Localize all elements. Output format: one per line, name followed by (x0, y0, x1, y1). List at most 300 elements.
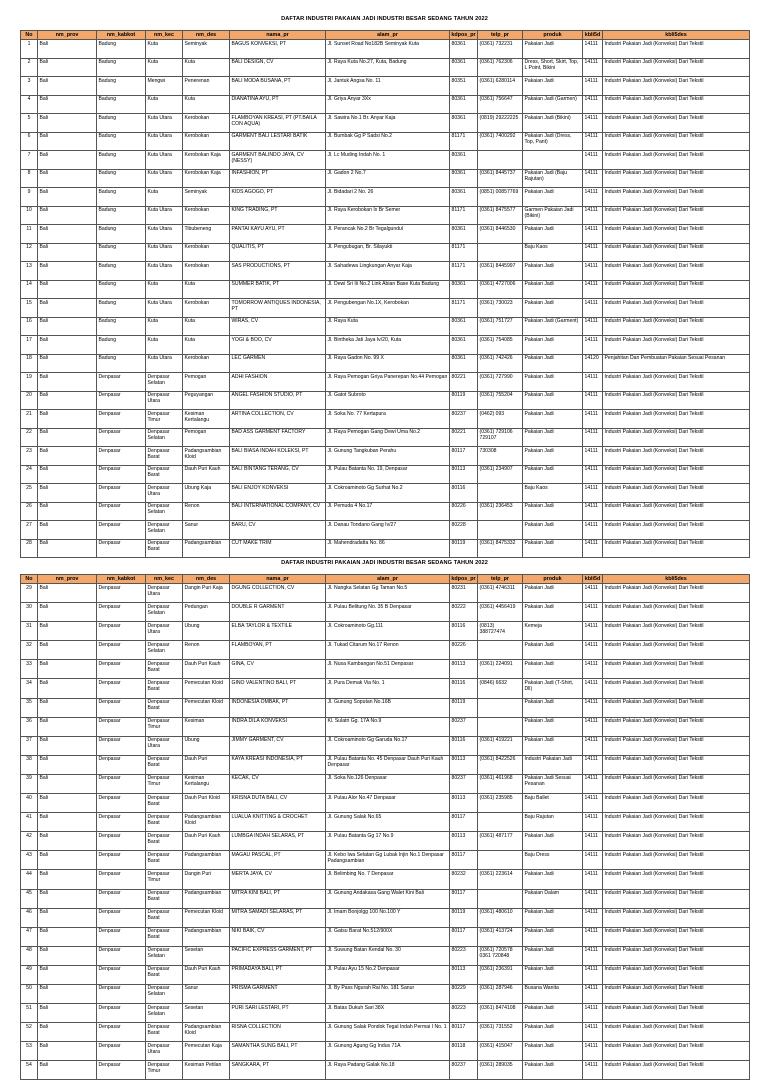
cell-prov: Bali (38, 114, 97, 133)
cell-des: Padangsambian (183, 927, 230, 946)
cell-kdpos: 81171 (450, 132, 478, 151)
cell-kabkot: Badung (97, 151, 146, 170)
column-header-kbli: kbli5d (583, 31, 603, 40)
cell-telp: (0361) 419221 (478, 736, 523, 755)
cell-prov: Bali (38, 622, 97, 641)
table-row (21, 262, 750, 281)
table-row (21, 984, 750, 1003)
cell-des: Padangsambian Kloid (183, 813, 230, 832)
cell-kec: Denpasar Utara (146, 391, 183, 410)
cell-des: Pemecutan Kloid (183, 679, 230, 698)
cell-des: Sesetan (183, 1004, 230, 1023)
table-row (21, 58, 750, 77)
cell-kabkot: Denpasar (97, 870, 146, 889)
cell-des: Padangsambian (183, 889, 230, 908)
cell-nama: BARU, CV (230, 521, 326, 540)
cell-des: Dauh Puri Kauh (183, 660, 230, 679)
cell-kblides: Industri Pakaian Jadi (Konveksi) Dari Tekstil (603, 794, 750, 813)
cell-prov: Bali (38, 641, 97, 660)
cell-kec: Denpasar Barat (146, 698, 183, 717)
cell-kabkot: Badung (97, 336, 146, 355)
cell-nama: QUALITIS, PT (230, 243, 326, 262)
cell-nama: ARTINA COLLECTION, CV (230, 410, 326, 429)
cell-kec: Denpasar Selatan (146, 428, 183, 447)
table-row (21, 965, 750, 984)
cell-alam: Jl. Cokroaminoto Gg Garuda No.17 (326, 736, 450, 755)
cell-no: 44 (21, 870, 38, 889)
cell-des: Kuta (183, 58, 230, 77)
cell-kbli: 14111 (583, 584, 603, 603)
cell-kabkot: Denpasar (97, 660, 146, 679)
cell-kabkot: Denpasar (97, 946, 146, 965)
cell-kblides: Industri Pakaian Jadi (Konveksi) Dari Tekstil (603, 373, 750, 392)
column-header-produk: produk (523, 575, 583, 584)
cell-no: 41 (21, 813, 38, 832)
cell-kabkot: Denpasar (97, 373, 146, 392)
cell-produk: Pakaian Jadi (523, 946, 583, 965)
document-page-2 (20, 552, 749, 1080)
document-title: DAFTAR INDUSTRI PAKAIAN JADI INDUSTRI BESAR SEDANG TAHUN 2022 (281, 560, 488, 566)
cell-kbli: 14111 (583, 1004, 603, 1023)
cell-produk: Pakaian Dalam (523, 889, 583, 908)
cell-kec: Denpasar Barat (146, 465, 183, 484)
cell-no: 36 (21, 717, 38, 736)
cell-alam: Jl. Raya Kerobokan Ix Br Semer (326, 206, 450, 225)
cell-kblides: Industri Pakaian Jadi (Konveksi) Dari Tekstil (603, 95, 750, 114)
cell-alam: Jl. Pengubengan No.1X, Kerobokan (326, 299, 450, 318)
cell-telp: (0813) 388727474 (478, 622, 523, 641)
table-row (21, 410, 750, 429)
cell-telp: (0361) 755204 (478, 391, 523, 410)
column-header-kec: nm_kec (146, 31, 183, 40)
cell-telp (478, 484, 523, 503)
cell-produk: Pakaian Jadi (523, 965, 583, 984)
cell-nama: SAMANTHA SUNG BALI, PT (230, 1042, 326, 1061)
table-row (21, 603, 750, 622)
cell-kec: Denpasar Selatan (146, 984, 183, 1003)
cell-kbli: 14111 (583, 225, 603, 244)
cell-kdpos: 80361 (450, 114, 478, 133)
cell-produk: Dress, Short, Skirt, Top, L Point, Bikini (523, 58, 583, 77)
cell-alam: Jl. Mahendradatta No. 86 (326, 539, 450, 558)
cell-kabkot: Denpasar (97, 1004, 146, 1023)
cell-telp: (0361) 8475577 (478, 206, 523, 225)
cell-alam: Jl. Raya Kuta No.27, Kuta, Badung (326, 58, 450, 77)
cell-kblides: Industri Pakaian Jadi (Konveksi) Dari Tekstil (603, 908, 750, 927)
cell-kblides: Industri Pakaian Jadi (Konveksi) Dari Tekstil (603, 40, 750, 59)
cell-alam: Jl. Nusa Kambangan No.51 Denpasar (326, 660, 450, 679)
cell-no: 23 (21, 447, 38, 466)
cell-des: Renon (183, 641, 230, 660)
cell-kdpos: 80237 (450, 1061, 478, 1080)
cell-prov: Bali (38, 1004, 97, 1023)
cell-kec: Kuta Utara (146, 225, 183, 244)
cell-no: 6 (21, 132, 38, 151)
cell-telp: (0361) 4456419 (478, 603, 523, 622)
cell-kdpos: 80361 (450, 95, 478, 114)
cell-alam: Jl. Pulau Belitung No. 35 B Denpasar (326, 603, 450, 622)
cell-nama: SANGKARA, PT (230, 1061, 326, 1080)
table-row (21, 484, 750, 503)
cell-des: Kerobokan (183, 206, 230, 225)
cell-kbli: 14111 (583, 447, 603, 466)
table-row (21, 717, 750, 736)
cell-alam: Jl. Pulau Batanta No. 19, Denpasar (326, 465, 450, 484)
cell-kbli: 14111 (583, 755, 603, 774)
cell-alam: Jl. Pemuda 4 No.17 (326, 502, 450, 521)
table-body (21, 40, 750, 558)
cell-kbli: 14111 (583, 1061, 603, 1080)
cell-produk: Pakaian Jadi (523, 391, 583, 410)
table-row (21, 151, 750, 170)
cell-kblides: Industri Pakaian Jadi (Konveksi) Dari Tekstil (603, 132, 750, 151)
cell-kabkot: Badung (97, 40, 146, 59)
cell-kabkot: Badung (97, 95, 146, 114)
cell-kabkot: Badung (97, 354, 146, 373)
cell-kec: Denpasar Utara (146, 622, 183, 641)
cell-kec: Denpasar Barat (146, 813, 183, 832)
cell-kdpos: 80113 (450, 965, 478, 984)
cell-kabkot: Denpasar (97, 832, 146, 851)
table-row (21, 794, 750, 813)
cell-kabkot: Badung (97, 299, 146, 318)
cell-telp: (0361) 720578 0361 720848 (478, 946, 523, 965)
cell-kdpos: 80229 (450, 984, 478, 1003)
cell-alam: Jl. Raya Pemogan Griya Panerepan No.44 Pemogan (326, 373, 450, 392)
table-row (21, 889, 750, 908)
cell-kblides: Industri Pakaian Jadi (Konveksi) Dari Tekstil (603, 114, 750, 133)
cell-kblides: Industri Pakaian Jadi (Konveksi) Dari Tekstil (603, 521, 750, 540)
cell-des: Kerobokan (183, 354, 230, 373)
table-row (21, 755, 750, 774)
cell-produk: Pakaian Jadi (523, 870, 583, 889)
cell-produk: Baju Ballet (523, 794, 583, 813)
data-table (20, 574, 750, 1080)
cell-kblides: Industri Pakaian Jadi (Konveksi) Dari Tekstil (603, 832, 750, 851)
cell-produk: Pakaian Jadi (523, 736, 583, 755)
cell-kbli: 14111 (583, 1023, 603, 1042)
cell-kec: Denpasar Barat (146, 965, 183, 984)
cell-des: Ubung (183, 622, 230, 641)
cell-no: 45 (21, 889, 38, 908)
cell-prov: Bali (38, 373, 97, 392)
cell-kabkot: Denpasar (97, 965, 146, 984)
cell-kec: Denpasar Barat (146, 539, 183, 558)
cell-prov: Bali (38, 851, 97, 870)
cell-no: 54 (21, 1061, 38, 1080)
cell-kabkot: Badung (97, 262, 146, 281)
cell-des: Pemecutan Kloid (183, 698, 230, 717)
cell-prov: Bali (38, 169, 97, 188)
cell-des: Kesiman Petilan (183, 1061, 230, 1080)
cell-no: 26 (21, 502, 38, 521)
cell-des: Kerobokan (183, 299, 230, 318)
cell-kabkot: Denpasar (97, 410, 146, 429)
cell-kabkot: Denpasar (97, 736, 146, 755)
cell-nama: KRISNA DUTA BALI, CV (230, 794, 326, 813)
cell-produk: Pakaian Jadi (523, 539, 583, 558)
table-row (21, 188, 750, 207)
cell-telp: (0361) 762306 (478, 58, 523, 77)
cell-nama: MITRA SAMADI SELARAS, PT (230, 908, 326, 927)
cell-produk: Pakaian Jadi (523, 698, 583, 717)
cell-alam: Jl. Pulau Batanta Gg 17 No.9 (326, 832, 450, 851)
cell-kec: Denpasar Utara (146, 1042, 183, 1061)
cell-nama: PACIFIC EXPRESS GARMENT, PT (230, 946, 326, 965)
cell-kdpos: 80222 (450, 603, 478, 622)
cell-kabkot: Denpasar (97, 679, 146, 698)
cell-kec: Denpasar Barat (146, 794, 183, 813)
cell-kblides: Industri Pakaian Jadi (Konveksi) Dari Tekstil (603, 622, 750, 641)
cell-telp: (0361) 8422526 (478, 755, 523, 774)
cell-produk: Pakaian Jadi (523, 584, 583, 603)
cell-produk: Pakaian Jadi (523, 521, 583, 540)
column-header-alam: alam_pr (326, 575, 450, 584)
cell-kabkot: Badung (97, 132, 146, 151)
cell-telp: (0361) 480610 (478, 908, 523, 927)
cell-kblides: Industri Pakaian Jadi (Konveksi) Dari Tekstil (603, 58, 750, 77)
cell-kdpos: 80117 (450, 447, 478, 466)
cell-kbli: 14111 (583, 813, 603, 832)
cell-produk: Pakaian Jadi (523, 299, 583, 318)
cell-kblides: Industri Pakaian Jadi (Konveksi) Dari Tekstil (603, 889, 750, 908)
cell-kabkot: Denpasar (97, 603, 146, 622)
cell-nama: MERTA JAYA, CV (230, 870, 326, 889)
cell-nama: INDRA DILA KONVEKSI (230, 717, 326, 736)
cell-alam: Jl. Suwung Batan Kendal No. 30 (326, 946, 450, 965)
cell-no: 38 (21, 755, 38, 774)
cell-des: Ubung Kaja (183, 484, 230, 503)
cell-produk: Baju Kaos (523, 243, 583, 262)
cell-alam: Jl. Gatot Subroto (326, 391, 450, 410)
cell-kec: Denpasar Barat (146, 755, 183, 774)
column-header-kabkot: nm_kabkot (97, 31, 146, 40)
cell-telp (478, 813, 523, 832)
cell-kabkot: Badung (97, 243, 146, 262)
cell-telp: (0361) 461968 (478, 774, 523, 793)
table-row (21, 280, 750, 299)
cell-no: 31 (21, 622, 38, 641)
cell-kbli: 14111 (583, 114, 603, 133)
cell-kdpos: 80232 (450, 870, 478, 889)
cell-telp: (0361) 742426 (478, 354, 523, 373)
cell-nama: PANTAI KAYU AYU, PT (230, 225, 326, 244)
cell-kabkot: Denpasar (97, 774, 146, 793)
cell-des: Padangsambian (183, 851, 230, 870)
cell-kec: Kuta (146, 188, 183, 207)
cell-alam: Jl. Imam Bonjolgg 100 No.100 Y (326, 908, 450, 927)
cell-kblides: Industri Pakaian Jadi (Konveksi) Dari Tekstil (603, 465, 750, 484)
cell-kabkot: Badung (97, 317, 146, 336)
cell-telp: (0361) 8474108 (478, 1004, 523, 1023)
cell-prov: Bali (38, 774, 97, 793)
cell-telp: (0361) 235985 (478, 794, 523, 813)
cell-kec: Kuta Utara (146, 299, 183, 318)
cell-produk: Pakaian Jadi (523, 641, 583, 660)
cell-telp: (0361) 6280114 (478, 77, 523, 96)
cell-kec: Kuta (146, 317, 183, 336)
cell-kblides: Industri Pakaian Jadi (Konveksi) Dari Tekstil (603, 151, 750, 170)
cell-des: Kerobokan (183, 243, 230, 262)
cell-nama: GARMENT BALINDO JAYA, CV (NESSY) (230, 151, 326, 170)
cell-nama: DOUBLE R GARMENT (230, 603, 326, 622)
cell-telp: (0361) 287946 (478, 984, 523, 1003)
table-body (21, 584, 750, 1080)
cell-no: 14 (21, 280, 38, 299)
cell-kec: Denpasar Utara (146, 584, 183, 603)
cell-telp: (0361) 732231 (478, 40, 523, 59)
cell-kbli: 14111 (583, 280, 603, 299)
column-header-des: nm_des (183, 31, 230, 40)
cell-produk: Baju Dress (523, 851, 583, 870)
cell-des: Kuta (183, 95, 230, 114)
cell-no: 3 (21, 77, 38, 96)
cell-prov: Bali (38, 336, 97, 355)
cell-kblides: Industri Pakaian Jadi (Konveksi) Dari Tekstil (603, 539, 750, 558)
cell-alam: Jl. Kebo Iwa Selatan Gg Lubak Injin No.1 Denpasar Padangsambian (326, 851, 450, 870)
cell-telp (478, 717, 523, 736)
cell-des: Kerobokan (183, 132, 230, 151)
cell-alam: Jl. Gunung Salak No.65 (326, 813, 450, 832)
column-header-kbli: kbli5d (583, 575, 603, 584)
cell-kdpos: 80117 (450, 813, 478, 832)
column-header-nama: nama_pr (230, 31, 326, 40)
cell-kblides: Industri Pakaian Jadi (Konveksi) Dari Tekstil (603, 502, 750, 521)
cell-des: Dangin Puri (183, 870, 230, 889)
column-header-produk: produk (523, 31, 583, 40)
cell-kabkot: Denpasar (97, 502, 146, 521)
cell-des: Kerobokan Kaja (183, 169, 230, 188)
cell-alam: Jl. Sawira No.1 Br. Anyar Kaja (326, 114, 450, 133)
table-row (21, 641, 750, 660)
cell-no: 16 (21, 317, 38, 336)
cell-kbli: 14111 (583, 465, 603, 484)
cell-no: 48 (21, 946, 38, 965)
document-page-1 (20, 8, 749, 558)
cell-kbli: 14111 (583, 243, 603, 262)
cell-prov: Bali (38, 40, 97, 59)
cell-produk: Pakaian Jadi (523, 447, 583, 466)
cell-alam: Jl. Griya Anyar 3Xx (326, 95, 450, 114)
cell-prov: Bali (38, 889, 97, 908)
cell-kec: Kuta (146, 95, 183, 114)
table-row (21, 206, 750, 225)
cell-alam: Jl. Jantuk Angsa No. 11 (326, 77, 450, 96)
cell-prov: Bali (38, 354, 97, 373)
cell-kec: Denpasar Selatan (146, 603, 183, 622)
cell-produk: Pakaian Jadi (523, 832, 583, 851)
cell-produk: Pakaian Jadi (523, 225, 583, 244)
cell-kbli: 14111 (583, 717, 603, 736)
cell-prov: Bali (38, 698, 97, 717)
cell-kdpos: 80223 (450, 946, 478, 965)
cell-kec: Denpasar Timur (146, 410, 183, 429)
cell-kbli: 14111 (583, 679, 603, 698)
table-row (21, 521, 750, 540)
cell-kabkot: Denpasar (97, 584, 146, 603)
cell-prov: Bali (38, 965, 97, 984)
cell-prov: Bali (38, 299, 97, 318)
cell-alam: Jl. Pengubugan, Br. Silayukti (326, 243, 450, 262)
cell-des: Pedungan (183, 603, 230, 622)
cell-produk: Pakaian Jadi (523, 428, 583, 447)
cell-alam: Jl. Cokroaminoto Gg.111 (326, 622, 450, 641)
cell-alam: Jl. Sahadewa Lingkungan Anyar Kaja (326, 262, 450, 281)
cell-kec: Denpasar Selatan (146, 373, 183, 392)
cell-kdpos: 81171 (450, 299, 478, 318)
cell-alam: Jl. Raya Padang Galak No.18 (326, 1061, 450, 1080)
cell-des: Dauh Puri Kauh (183, 832, 230, 851)
cell-produk: Baju Kaos (523, 484, 583, 503)
cell-des: Renon (183, 502, 230, 521)
cell-kbli: 14111 (583, 1042, 603, 1061)
cell-alam: Jl. Cokroaminoto Gg Surhat No.2 (326, 484, 450, 503)
cell-kblides: Industri Pakaian Jadi (Konveksi) Dari Tekstil (603, 188, 750, 207)
cell-produk: Pakaian Jadi (T-Shirt, Dll) (523, 679, 583, 698)
cell-kbli: 14111 (583, 965, 603, 984)
cell-kblides: Industri Pakaian Jadi (Konveksi) Dari Tekstil (603, 584, 750, 603)
cell-kec: Denpasar Selatan (146, 641, 183, 660)
cell-kbli: 14111 (583, 521, 603, 540)
cell-telp: (0462) 093 (478, 410, 523, 429)
cell-nama: BAGUS KONVEKSI, PT (230, 40, 326, 59)
cell-kec: Denpasar Timur (146, 774, 183, 793)
cell-des: Kuta (183, 280, 230, 299)
cell-kabkot: Badung (97, 114, 146, 133)
cell-prov: Bali (38, 447, 97, 466)
cell-kabkot: Denpasar (97, 447, 146, 466)
cell-prov: Bali (38, 77, 97, 96)
cell-produk: Pakaian Jadi (523, 465, 583, 484)
cell-no: 46 (21, 908, 38, 927)
cell-alam: Jl. Gunung Agung Gg Indus 71A (326, 1042, 450, 1061)
cell-kdpos: 80361 (450, 169, 478, 188)
cell-kdpos: 80117 (450, 851, 478, 870)
cell-kblides: Industri Pakaian Jadi (Konveksi) Dari Tekstil (603, 603, 750, 622)
cell-telp (478, 151, 523, 170)
table-row (21, 225, 750, 244)
cell-produk: Pakaian Jadi (Dress, Top, Pant) (523, 132, 583, 151)
cell-nama: DGUNG COLLECTION, CV (230, 584, 326, 603)
cell-alam: Jl. Tukad Citarum No.17 Renon (326, 641, 450, 660)
cell-kec: Denpasar Barat (146, 447, 183, 466)
cell-telp (478, 641, 523, 660)
cell-kdpos: 80119 (450, 539, 478, 558)
cell-kdpos: 80118 (450, 1042, 478, 1061)
cell-nama: BAD ASS GARMENT FACTORY (230, 428, 326, 447)
cell-kec: Denpasar Selatan (146, 521, 183, 540)
cell-no: 51 (21, 1004, 38, 1023)
cell-no: 12 (21, 243, 38, 262)
cell-alam: Jl. Perancak No.2 Br Tegalgundul (326, 225, 450, 244)
cell-nama: WIRAS, CV (230, 317, 326, 336)
cell-kec: Denpasar Barat (146, 908, 183, 927)
cell-alam: Jl. Raya Pemogan Gang Dewi Uma No.2 (326, 428, 450, 447)
cell-kec: Denpasar Barat (146, 832, 183, 851)
table-row (21, 132, 750, 151)
cell-alam: Jl. Soka No.126 Denpasar (326, 774, 450, 793)
table-row (21, 1023, 750, 1042)
column-header-prov: nm_prov (38, 575, 97, 584)
cell-prov: Bali (38, 679, 97, 698)
cell-kdpos: 80231 (450, 584, 478, 603)
cell-kec: Denpasar Barat (146, 1023, 183, 1042)
cell-prov: Bali (38, 188, 97, 207)
cell-des: Kerobokan Kaja (183, 151, 230, 170)
cell-no: 42 (21, 832, 38, 851)
table-row (21, 870, 750, 889)
cell-kbli: 14111 (583, 502, 603, 521)
